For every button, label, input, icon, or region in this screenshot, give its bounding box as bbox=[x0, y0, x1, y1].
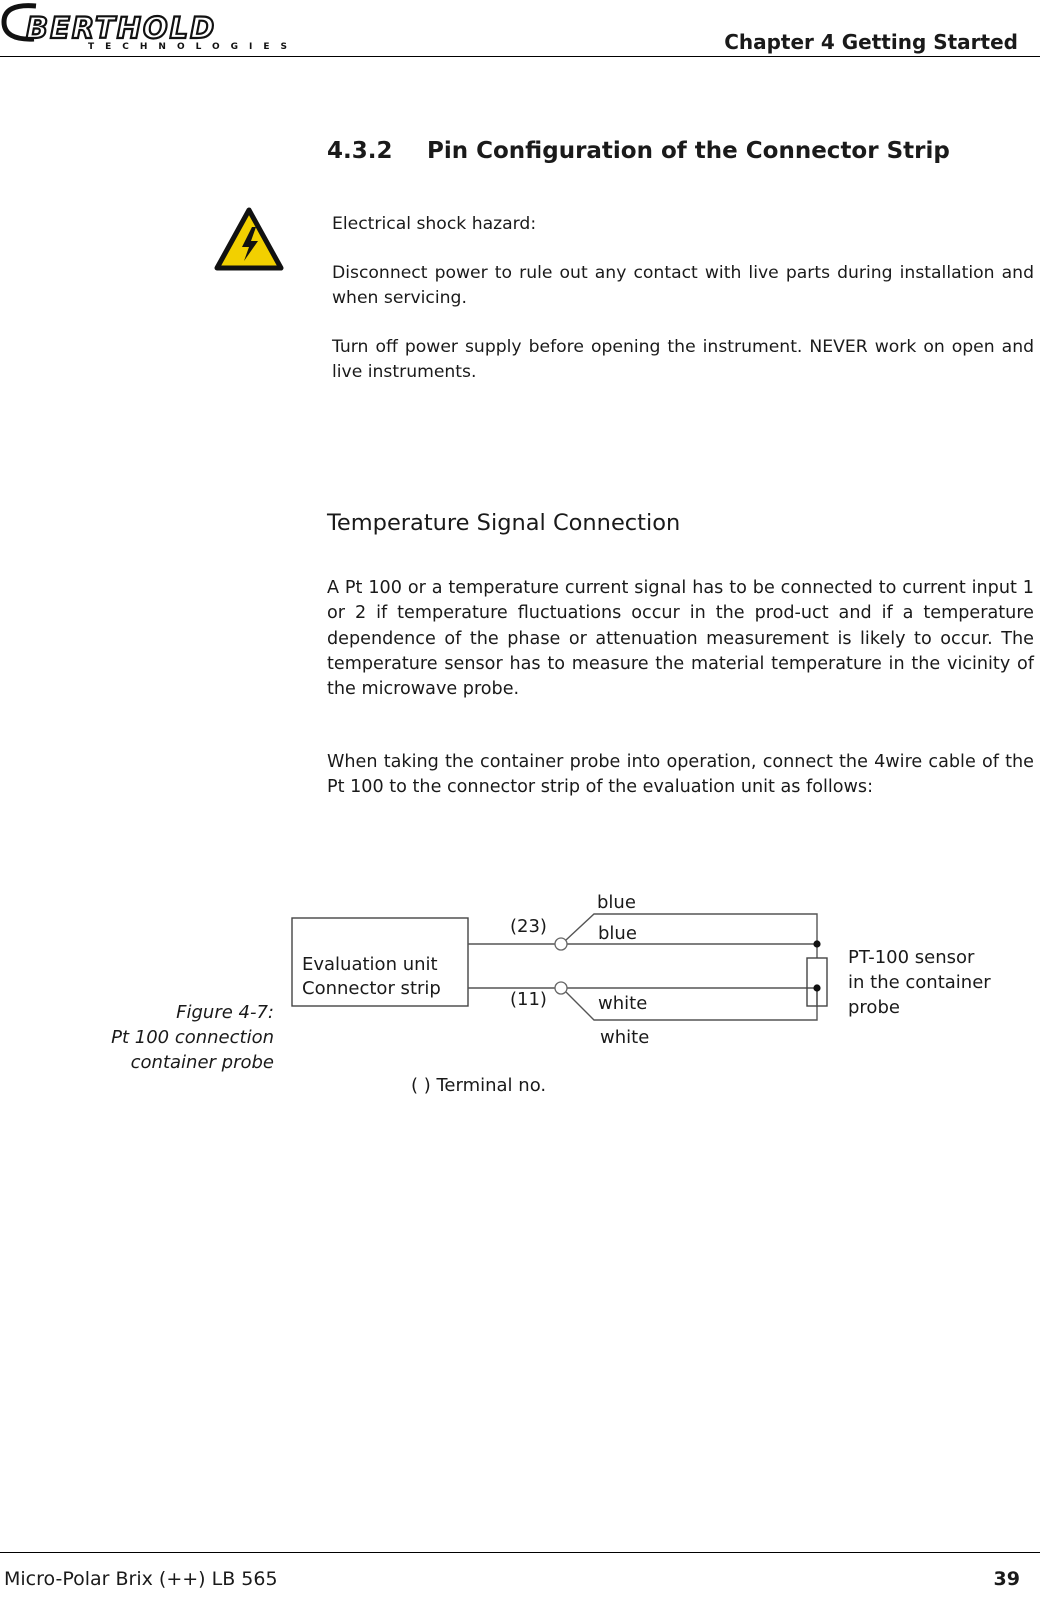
terminal-legend: ( ) Terminal no. bbox=[411, 1075, 547, 1096]
warning-title: Electrical shock hazard: bbox=[332, 214, 537, 234]
footer-document-title: Micro-Polar Brix (++) LB 565 bbox=[4, 1568, 278, 1590]
paragraph-1: A Pt 100 or a temperature current signal has to be connected to current input 1 or 2 if temperature fluctuations occur in the prod-uct and if a temperature dependence of the phase or attenuation measurement is likely to occur. The temperature sensor has to measure the material temperature in the vicinity of the microwave probe. bbox=[327, 578, 1034, 700]
page-number: 39 bbox=[993, 1568, 1020, 1590]
wire-label-white-2: white bbox=[600, 1027, 650, 1048]
caption-line-1: Figure 4-7: bbox=[176, 1002, 274, 1023]
chapter-title: Chapter 4 Getting Started bbox=[724, 30, 1018, 54]
warning-text-1: Disconnect power to rule out any contact with live parts during installation and when servicing. bbox=[332, 263, 1034, 308]
box-label-2: Connector strip bbox=[302, 978, 441, 999]
caption-line-2: Pt 100 connection bbox=[111, 1027, 274, 1048]
sensor-label-1: PT-100 sensor bbox=[848, 947, 975, 968]
subsection-heading: Temperature Signal Connection bbox=[327, 510, 681, 536]
logo-subtitle: TECHNOLOGIES bbox=[88, 42, 299, 52]
section-heading bbox=[327, 138, 950, 164]
berthold-logo bbox=[0, 0, 300, 58]
sensor-label-2: in the container bbox=[848, 972, 991, 993]
figure-caption bbox=[111, 1000, 274, 1075]
terminal-label-11: (11) bbox=[510, 989, 547, 1010]
junction-dot bbox=[813, 940, 820, 947]
warning-text-2: Turn off power supply before opening the instrument. NEVER work on open and live instruments. bbox=[332, 337, 1034, 382]
section-title: Pin Configuration of the Connector Strip bbox=[427, 138, 950, 164]
header-divider bbox=[0, 56, 1040, 57]
section-number: 4.3.2 bbox=[327, 138, 393, 164]
wire-label-white-1: white bbox=[598, 993, 648, 1014]
terminal-11 bbox=[555, 982, 567, 994]
caption-line-3: container probe bbox=[130, 1052, 274, 1073]
junction-dot bbox=[813, 984, 820, 991]
wire-label-blue-1: blue bbox=[597, 892, 636, 913]
logo-wordmark: BERTHOLD bbox=[26, 11, 217, 45]
wire-label-blue-2: blue bbox=[598, 923, 637, 944]
footer-divider bbox=[0, 1552, 1040, 1553]
terminal-23 bbox=[555, 938, 567, 950]
paragraph-2: When taking the container probe into operation, connect the 4wire cable of the Pt 100 to the connector strip of the evaluation unit as follows: bbox=[327, 752, 1034, 798]
electrical-hazard-icon bbox=[214, 207, 284, 271]
sensor-label-3: probe bbox=[848, 997, 900, 1018]
terminal-label-23: (23) bbox=[510, 916, 547, 937]
wiring-diagram bbox=[290, 880, 1040, 1110]
box-label-1: Evaluation unit bbox=[302, 954, 438, 975]
